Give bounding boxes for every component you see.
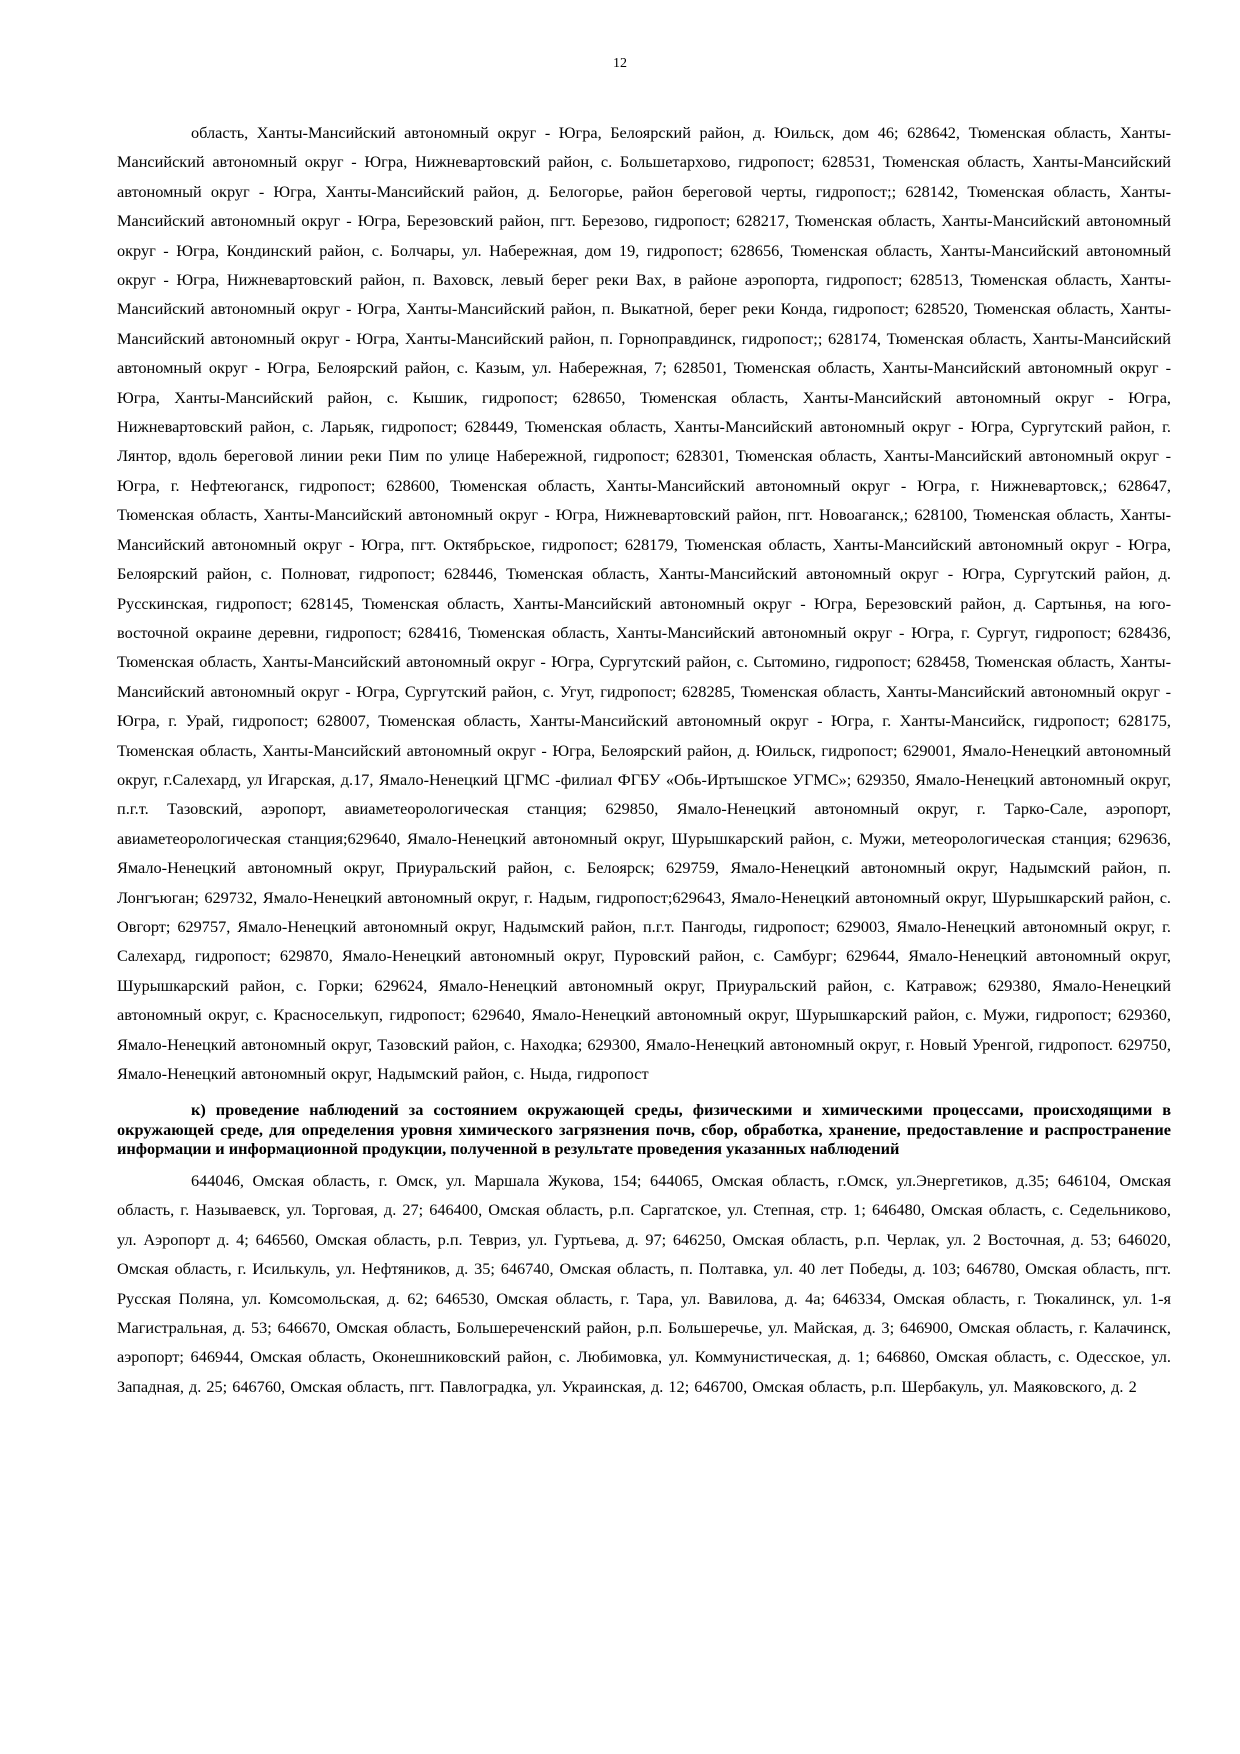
address-list-paragraph: область, Ханты-Мансийский автономный округ - Югра, Белоярский район, д. Юильск, дом 46; 628642, Тюменская область, Ханты-Мансийский автономный округ - Югра, Нижневартовский район, с. Большетархово, гидропост; 628531, Тюменская область, Ханты-Мансийский автономный округ - Югра, Ханты-Мансийский район, д. Белогорье, район береговой черты, гидропост;; 628142, Тюменская область, Ханты-Мансийский автономный округ - Югра, Березовский район, пгт. Березово, гидропост; 628217, Тюменская область, Ханты-Мансийский автономный округ - Югра, Кондинский район, с. Болчары, ул. Набережная, дом 19, гидропост; 628656, Тюменская область, Ханты-Мансийский автономный округ - Югра, Нижневартовский район, п. Ваховск, левый берег реки Вах, в районе аэропорта, гидропост; 628513, Тюменская область, Ханты-Мансийский автономный округ - Югра, Ханты-Мансийский район, п. Выкатной, берег реки Конда, гидропост; 628520, Тюменская область, Ханты-Мансийский автономный округ - Югра, Ханты-Мансийский район, п. Горноправдинск, гидропост;; 628174, Тюменская область, Ханты-Мансийский автономный округ - Югра, Белоярский район, с. Казым, ул. Набережная, 7; 628501, Тюменская область, Ханты-Мансийский автономный округ - Югра, Ханты-Мансийский район, с. Кышик, гидропост; 628650, Тюменская область, Ханты-Мансийский автономный округ - Югра, Нижневартовский район, с. Ларьяк, гидропост; 628449, Тюменская область, Ханты-Мансийский автономный округ - Югра, Сургутский район, г. Лянтор, вдоль береговой линии реки Пим по улице Набережной, гидропост; 628301, Тюменская область, Ханты-Мансийский автономный округ - Югра, г. Нефтеюганск, гидропост; 628600, Тюменская область, Ханты-Мансийский автономный округ - Югра, г. Нижневартовск,; 628647, Тюменская область, Ханты-Мансийский автономный округ - Югра, Нижневартовский район, пгт. Новоаганск,; 628100, Тюменская область, Ханты-Мансийский автономный округ - Югра, пгт. Октябрьское, гидропост; 628179, Тюменская область, Ханты-Мансийский автономный округ - Югра, Белоярский район, с. Полноват, гидропост; 628446, Тюменская область, Ханты-Мансийский автономный округ - Югра, Сургутский район, д. Русскинская, гидропост; 628145, Тюменская область, Ханты-Мансийский автономный округ - Югра, Березовский район, д. Сартынья, на юго-восточной окраине деревни, гидропост; 628416, Тюменская область, Ханты-Мансийский автономный округ - Югра, г. Сургут, гидропост; 628436, Тюменская область, Ханты-Мансийский автономный округ - Югра, Сургутский район, с. Сытомино, гидропост; 628458, Тюменская область, Ханты-Мансийский автономный округ - Югра, Сургутский район, с. Угут, гидропост; 628285, Тюменская область, Ханты-Мансийский автономный округ - Югра, г. Урай, гидропост; 628007, Тюменская область, Ханты-Мансийский автономный округ - Югра, г. Ханты-Мансийск, гидропост; 628175, Тюменская область, Ханты-Мансийский автономный округ - Югра, Белоярский район, д. Юильск, гидропост; 629001, Ямало-Ненецкий автономный округ, г.Салехард, ул Игарская, д.17, Ямало-Ненецкий ЦГМС -филиал ФГБУ «Обь-Иртышское УГМС»; 629350, Ямало-Ненецкий автономный округ, п.г.т. Тазовский, аэропорт, авиаметеорологическая станция; 629850, Ямало-Ненецкий автономный округ, г. Тарко-Сале, аэропорт, авиаметеорологическая станция;629640, Ямало-Ненецкий автономный округ, Шурышкарский район, с. Мужи, метеорологическая станция; 629636, Ямало-Ненецкий автономный округ, Приуральский район, с. Белоярск; 629759, Ямало-Ненецкий автономный округ, Надымский район, п. Лонгъюган; 629732, Ямало-Ненецкий автономный округ, г. Надым, гидропост;629643, Ямало-Ненецкий автономный округ, Шурышкарский район, с. Овгорт; 629757, Ямало-Ненецкий автономный округ, Надымский район, п.г.т. Пангоды, гидропост; 629003, Ямало-Ненецкий автономный округ, г. Салехард, гидропост; 629870, Ямало-Ненецкий автономный округ, Пуровский район, с. Самбург; 629644, Ямало-Ненецкий автономный округ, Шурышкарский район, с. Горки; 629624, Ямало-Ненецкий автономный округ, Приуральский район, с. Катравож; 629380, Ямало-Ненецкий автономный округ, с. Красноселькуп, гидропост; 629640, Ямало-Ненецкий автономный округ, Шурышкарский район, с. Мужи, гидропост; 629360, Ямало-Ненецкий автономный округ, Тазовский район, с. Находка; 629300, Ямало-Ненецкий автономный округ, г. Новый Уренгой, гидропост. 629750, Ямало-Ненецкий автономный округ, Надымский район, с. Ныда, гидропост — [117, 123, 1171, 1083]
section-heading-k: к) проведение наблюдений за состоянием окружающей среды, физическими и химическими процессами, происходящими в окружающей среде, для определения уровня химического загрязнения почв, сбор, обработка, хранение, предоставление и распространение информации и информационной продукции, полученной в результате проведения указанных наблюдений — [117, 1100, 1171, 1159]
document-body — [117, 118, 1171, 1401]
page-number: 12 — [613, 56, 627, 71]
omsk-address-paragraph: 644046, Омская область, г. Омск, ул. Маршала Жукова, 154; 644065, Омская область, г.Омск, ул.Энергетиков, д.35; 646104, Омская область, г. Называевск, ул. Торговая, д. 27; 646400, Омская область, р.п. Саргатское, ул. Степная, стр. 1; 646480, Омская область, с. Седельниково, ул. Аэропорт д. 4; 646560, Омская область, р.п. Тевриз, ул. Гуртьева, д. 97; 646250, Омская область, р.п. Черлак, ул. 2 Восточная, д. 53; 646020, Омская область, г. Исилькуль, ул. Нефтяников, д. 35; 646740, Омская область, п. Полтавка, ул. 40 лет Победы, д. 103; 646780, Омская область, пгт. Русская Поляна, ул. Комсомольская, д. 62; 646530, Омская область, г. Тара, ул. Вавилова, д. 4а; 646334, Омская область, г. Тюкалинск, ул. 1-я Магистральная, д. 53; 646670, Омская область, Большереченский район, р.п. Большеречье, ул. Майская, д. 3; 646900, Омская область, г. Калачинск, аэропорт; 646944, Омская область, Оконешниковский район, с. Любимовка, ул. Коммунистическая, д. 1; 646860, Омская область, с. Одесское, ул. Западная, д. 25; 646760, Омская область, пгт. Павлоградка, ул. Украинская, д. 12; 646700, Омская область, р.п. Шербакуль, ул. Маяковского, д. 2 — [117, 1170, 1171, 1396]
